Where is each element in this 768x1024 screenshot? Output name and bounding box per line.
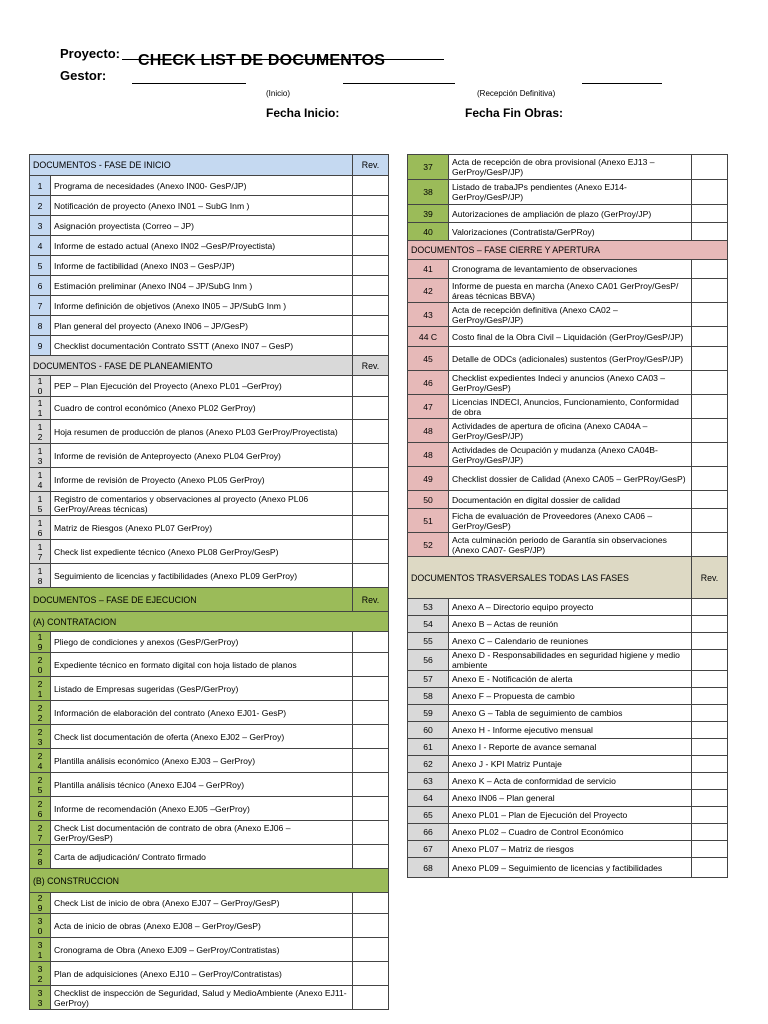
section-header-row (408, 557, 728, 599)
item-description: Check list expediente técnico (Anexo PL08 GerProy/GesP) (51, 540, 353, 564)
rev-check-cell[interactable] (353, 938, 389, 962)
item-number: 51 (408, 509, 449, 533)
item-description: Anexo D - Responsabilidades en seguridad higiene y medio ambiente (449, 650, 692, 671)
checklist-row (30, 516, 389, 540)
item-description: Estimación preliminar (Anexo IN04 – JP/SubG Inm ) (51, 276, 353, 296)
rev-check-cell[interactable] (692, 491, 728, 509)
rev-check-cell[interactable] (353, 196, 389, 216)
item-description: Anexo J - KPI Matriz Puntaje (449, 756, 692, 773)
rev-check-cell[interactable] (353, 962, 389, 986)
item-description: PEP – Plan Ejecución del Proyecto (Anexo PL01 –GerProy) (51, 376, 353, 397)
checklist-row (30, 397, 389, 420)
item-description: Anexo PL01 – Plan de Ejecución del Proyecto (449, 807, 692, 824)
checklist-row (408, 327, 728, 347)
item-description: Anexo F – Propuesta de cambio (449, 688, 692, 705)
subsection-header-row (30, 612, 389, 632)
item-number: 56 (408, 650, 449, 671)
item-description: Anexo PL09 – Seguimiento de licencias y factibilidades (449, 858, 692, 878)
inicio-note: (Inicio) (266, 89, 291, 98)
rev-check-cell[interactable] (353, 296, 389, 316)
subsection-title: (B) CONSTRUCCION (30, 869, 389, 893)
rev-check-cell[interactable] (692, 303, 728, 327)
checklist-row (30, 492, 389, 516)
checklist-row (408, 509, 728, 533)
checklist-row (30, 196, 389, 216)
gestor-label: Gestor: (60, 68, 107, 83)
checklist-row (30, 376, 389, 397)
checklist-row (408, 260, 728, 279)
rev-check-cell[interactable] (353, 893, 389, 914)
rev-check-cell[interactable] (353, 336, 389, 356)
item-description: Informe de estado actual (Anexo IN02 –GesP/Proyectista) (51, 236, 353, 256)
checklist-row (30, 336, 389, 356)
item-description: Registro de comentarios y observaciones al proyecto (Anexo PL06 GerProy/Areas técnicas) (51, 492, 353, 516)
item-number: 44 C (408, 327, 449, 347)
checklist-row (30, 420, 389, 444)
checklist-row (408, 599, 728, 616)
checklist-row (30, 653, 389, 677)
checklist-row (408, 443, 728, 467)
item-description: Seguimiento de licencias y factibilidades (Anexo PL09 GerProy) (51, 564, 353, 588)
checklist-row (408, 688, 728, 705)
item-description: Anexo K – Acta de conformidad de servicio (449, 773, 692, 790)
section-header-row (30, 155, 389, 176)
item-description: Checklist de inspección de Seguridad, Salud y MedioAmbiente (Anexo EJ11- GerProy) (51, 986, 353, 1010)
item-number: 37 (408, 155, 449, 180)
rev-check-cell[interactable] (692, 533, 728, 557)
section-title: DOCUMENTOS – FASE DE EJECUCION (30, 588, 353, 612)
checklist-row (408, 467, 728, 491)
item-number: 2 6 (30, 797, 51, 821)
item-description: Costo final de la Obra Civil – Liquidación (GerProy/GesP/JP) (449, 327, 692, 347)
checklist-table-right (407, 154, 728, 878)
item-description: Acta de recepción de obra provisional (Anexo EJ13 – GerProy/GesP/JP) (449, 155, 692, 180)
item-number: 48 (408, 419, 449, 443)
rev-check-cell[interactable] (353, 176, 389, 196)
item-number: 40 (408, 223, 449, 241)
rev-check-cell[interactable] (692, 327, 728, 347)
rev-check-cell[interactable] (692, 279, 728, 303)
checklist-row (30, 725, 389, 749)
item-number: 2 1 (30, 677, 51, 701)
item-number: 58 (408, 688, 449, 705)
item-number: 8 (30, 316, 51, 336)
rev-check-cell[interactable] (353, 986, 389, 1010)
rev-check-cell[interactable] (692, 790, 728, 807)
item-number: 41 (408, 260, 449, 279)
rev-check-cell[interactable] (692, 756, 728, 773)
checklist-row (30, 938, 389, 962)
item-number: 53 (408, 599, 449, 616)
checklist-row (408, 491, 728, 509)
subsection-title: (A) CONTRATACION (30, 612, 389, 632)
item-number: 42 (408, 279, 449, 303)
item-description: Documentación en digital dossier de calidad (449, 491, 692, 509)
item-description: Acta culminación periodo de Garantía sin observaciones (Anexo CA07- GesP/JP) (449, 533, 692, 557)
item-description: Listado de trabaJPs pendientes (Anexo EJ14- GerProy/GesP/JP) (449, 180, 692, 205)
rev-check-cell[interactable] (692, 841, 728, 858)
checklist-row (408, 722, 728, 739)
item-number: 45 (408, 347, 449, 371)
item-number: 60 (408, 722, 449, 739)
checklist-row (30, 701, 389, 725)
item-number: 1 6 (30, 516, 51, 540)
rev-check-cell[interactable] (353, 492, 389, 516)
rev-check-cell[interactable] (353, 216, 389, 236)
checklist-row (408, 419, 728, 443)
item-number: 2 (30, 196, 51, 216)
fecha-fin-label: Fecha Fin Obras: (465, 106, 564, 120)
item-number: 2 7 (30, 821, 51, 845)
item-number: 63 (408, 773, 449, 790)
rev-check-cell[interactable] (692, 773, 728, 790)
item-description: Checklist expedientes Indeci y anuncios (Anexo CA03 – GerProy/GesP) (449, 371, 692, 395)
checklist-row (408, 205, 728, 223)
checklist-row (408, 807, 728, 824)
item-number: 43 (408, 303, 449, 327)
rev-check-cell[interactable] (353, 749, 389, 773)
item-description: Información de elaboración del contrato (Anexo EJ01- GesP) (51, 701, 353, 725)
item-description: Anexo G – Tabla de seguimiento de cambios (449, 705, 692, 722)
item-number: 5 (30, 256, 51, 276)
rev-check-cell[interactable] (353, 236, 389, 256)
item-number: 1 7 (30, 540, 51, 564)
item-description: Pliego de condiciones y anexos (GesP/GerProy) (51, 632, 353, 653)
checklist-row (30, 986, 389, 1010)
item-description: Notificación de proyecto (Anexo IN01 – SubG Inm ) (51, 196, 353, 216)
rev-check-cell[interactable] (353, 420, 389, 444)
checklist-row (408, 756, 728, 773)
item-description: Check List de inicio de obra (Anexo EJ07 – GerProy/GesP) (51, 893, 353, 914)
item-description: Cuadro de control económico (Anexo PL02 GerProy) (51, 397, 353, 420)
rev-check-cell[interactable] (353, 276, 389, 296)
item-number: 47 (408, 395, 449, 419)
item-number: 3 (30, 216, 51, 236)
checklist-row (408, 841, 728, 858)
rev-check-cell[interactable] (692, 633, 728, 650)
rev-check-cell[interactable] (353, 797, 389, 821)
rev-check-cell[interactable] (692, 223, 728, 241)
checklist-row (30, 216, 389, 236)
item-number: 9 (30, 336, 51, 356)
gestor-field-line[interactable] (132, 83, 246, 84)
rev-column-header: Rev. (692, 557, 728, 599)
item-description: Licencias INDECI, Anuncios, Funcionamiento, Conformidad de obra (449, 395, 692, 419)
item-number: 55 (408, 633, 449, 650)
rev-check-cell[interactable] (353, 564, 389, 588)
checklist-row (30, 176, 389, 196)
checklist-row (408, 824, 728, 841)
item-number: 1 (30, 176, 51, 196)
item-number: 57 (408, 671, 449, 688)
item-number: 52 (408, 533, 449, 557)
checklist-row (30, 962, 389, 986)
item-description: Listado de Empresas sugeridas (GesP/GerProy) (51, 677, 353, 701)
item-number: 66 (408, 824, 449, 841)
section-header-row (408, 241, 728, 260)
item-number: 64 (408, 790, 449, 807)
item-number: 2 5 (30, 773, 51, 797)
item-number: 1 0 (30, 376, 51, 397)
item-description: Ficha de evaluación de Proveedores (Anexo CA06 – GerProy/GesP) (449, 509, 692, 533)
rev-check-cell[interactable] (353, 468, 389, 492)
item-description: Informe de factibilidad (Anexo IN03 – GesP/JP) (51, 256, 353, 276)
item-number: 61 (408, 739, 449, 756)
rev-check-cell[interactable] (692, 688, 728, 705)
item-description: Informe de revisión de Anteproyecto (Anexo PL04 GerProy) (51, 444, 353, 468)
rev-check-cell[interactable] (692, 824, 728, 841)
item-number: 2 3 (30, 725, 51, 749)
item-description: Anexo E - Notificación de alerta (449, 671, 692, 688)
checklist-row (30, 797, 389, 821)
rev-check-cell[interactable] (692, 739, 728, 756)
item-number: 1 9 (30, 632, 51, 653)
item-description: Acta de recepción definitiva (Anexo CA02 – GerProy/GesP/JP) (449, 303, 692, 327)
item-description: Anexo PL07 – Matriz de riesgos (449, 841, 692, 858)
section-title: DOCUMENTOS - FASE DE INICIO (30, 155, 353, 176)
checklist-row (408, 223, 728, 241)
rev-check-cell[interactable] (353, 677, 389, 701)
item-number: 68 (408, 858, 449, 878)
item-description: Plantilla análisis técnico (Anexo EJ04 – GerPRoy) (51, 773, 353, 797)
item-description: Checklist dossier de Calidad (Anexo CA05 – GerPRoy/GesP) (449, 467, 692, 491)
item-description: Autorizaciones de ampliación de plazo (GerProy/JP) (449, 205, 692, 223)
rev-check-cell[interactable] (692, 395, 728, 419)
rev-check-cell[interactable] (353, 653, 389, 677)
item-description: Carta de adjudicación/ Contrato firmado (51, 845, 353, 869)
item-description: Plan general del proyecto (Anexo IN06 – JP/GesP) (51, 316, 353, 336)
item-number: 1 3 (30, 444, 51, 468)
checklist-row (30, 821, 389, 845)
document-title: CHECK LIST DE DOCUMENTOS (138, 52, 386, 69)
rev-check-cell[interactable] (692, 347, 728, 371)
checklist-row (408, 155, 728, 180)
item-number: 48 (408, 443, 449, 467)
item-number: 2 8 (30, 845, 51, 869)
item-number: 1 8 (30, 564, 51, 588)
item-description: Check List documentación de contrato de obra (Anexo EJ06 – GerProy/GesP) (51, 821, 353, 845)
item-number: 1 4 (30, 468, 51, 492)
rev-check-cell[interactable] (353, 701, 389, 725)
checklist-row (408, 347, 728, 371)
item-description: Detalle de ODCs (adicionales) sustentos (GerProy/GesP/JP) (449, 347, 692, 371)
item-description: Anexo A – Directorio equipo proyecto (449, 599, 692, 616)
rev-check-cell[interactable] (353, 540, 389, 564)
item-description: Expediente técnico en formato digital con hoja listado de planos (51, 653, 353, 677)
item-description: Anexo I - Reporte de avance semanal (449, 739, 692, 756)
section-title: DOCUMENTOS TRASVERSALES TODAS LAS FASES (408, 557, 692, 599)
item-description: Hoja resumen de producción de planos (Anexo PL03 GerProy/Proyectista) (51, 420, 353, 444)
rev-check-cell[interactable] (353, 632, 389, 653)
checklist-row (408, 633, 728, 650)
checklist-row (30, 236, 389, 256)
section-header-row (30, 588, 389, 612)
item-number: 54 (408, 616, 449, 633)
item-number: 62 (408, 756, 449, 773)
item-number: 3 3 (30, 986, 51, 1010)
checklist-row (30, 564, 389, 588)
checklist-row (30, 316, 389, 336)
item-description: Anexo PL02 – Cuadro de Control Económico (449, 824, 692, 841)
rev-check-cell[interactable] (692, 671, 728, 688)
checklist-row (408, 858, 728, 878)
item-description: Plan de adquisiciones (Anexo EJ10 – GerProy/Contratistas) (51, 962, 353, 986)
rev-column-header: Rev. (353, 356, 389, 376)
item-number: 39 (408, 205, 449, 223)
checklist-row (408, 650, 728, 671)
rev-check-cell[interactable] (692, 371, 728, 395)
item-description: Valorizaciones (Contratista/GerPRoy) (449, 223, 692, 241)
rev-check-cell[interactable] (353, 376, 389, 397)
checklist-row (408, 790, 728, 807)
rev-check-cell[interactable] (692, 443, 728, 467)
rev-check-cell[interactable] (692, 467, 728, 491)
checklist-row (30, 914, 389, 938)
rev-check-cell[interactable] (692, 205, 728, 223)
checklist-row (408, 705, 728, 722)
item-number: 65 (408, 807, 449, 824)
checklist-row (408, 671, 728, 688)
item-description: Anexo C – Calendario de reuniones (449, 633, 692, 650)
checklist-row (30, 773, 389, 797)
item-number: 59 (408, 705, 449, 722)
rev-check-cell[interactable] (353, 397, 389, 420)
checklist-row (408, 395, 728, 419)
rev-check-cell[interactable] (692, 509, 728, 533)
checklist-table-left (29, 154, 389, 1010)
item-number: 49 (408, 467, 449, 491)
item-description: Informe de revisión de Proyecto (Anexo PL05 GerProy) (51, 468, 353, 492)
checklist-row (30, 276, 389, 296)
fecha-inicio-field-line[interactable] (343, 83, 455, 84)
subsection-header-row (30, 869, 389, 893)
rev-check-cell[interactable] (692, 616, 728, 633)
item-number: 3 2 (30, 962, 51, 986)
rev-check-cell[interactable] (692, 858, 728, 878)
rev-check-cell[interactable] (692, 599, 728, 616)
rev-check-cell[interactable] (353, 821, 389, 845)
rev-check-cell[interactable] (353, 516, 389, 540)
section-title: DOCUMENTOS – FASE CIERRE Y APERTURA (408, 241, 728, 260)
fecha-fin-field-line[interactable] (582, 83, 662, 84)
item-number: 3 0 (30, 914, 51, 938)
checklist-row (408, 533, 728, 557)
rev-check-cell[interactable] (353, 444, 389, 468)
recepcion-note: (Recepción Definitiva) (477, 89, 556, 98)
item-number: 4 (30, 236, 51, 256)
item-description: Anexo H - Informe ejecutivo mensual (449, 722, 692, 739)
item-description: Anexo IN06 – Plan general (449, 790, 692, 807)
item-description: Actividades de Ocupación y mudanza (Anexo CA04B- GerProy/GesP/JP) (449, 443, 692, 467)
item-description: Checklist documentación Contrato SSTT (Anexo IN07 – GesP) (51, 336, 353, 356)
rev-check-cell[interactable] (692, 180, 728, 205)
rev-check-cell[interactable] (353, 725, 389, 749)
rev-check-cell[interactable] (353, 256, 389, 276)
item-number: 2 0 (30, 653, 51, 677)
rev-check-cell[interactable] (353, 845, 389, 869)
item-number: 1 2 (30, 420, 51, 444)
checklist-row (408, 739, 728, 756)
item-description: Plantilla análisis económico (Anexo EJ03 – GerProy) (51, 749, 353, 773)
item-description: Matriz de Riesgos (Anexo PL07 GerProy) (51, 516, 353, 540)
checklist-row (30, 444, 389, 468)
item-number: 2 4 (30, 749, 51, 773)
checklist-row (30, 749, 389, 773)
item-description: Acta de inicio de obras (Anexo EJ08 – GerProy/GesP) (51, 914, 353, 938)
item-number: 67 (408, 841, 449, 858)
item-number: 1 5 (30, 492, 51, 516)
item-description: Actividades de apertura de oficina (Anexo CA04A – GerProy/GesP/JP) (449, 419, 692, 443)
rev-column-header: Rev. (353, 155, 389, 176)
checklist-row (30, 845, 389, 869)
item-description: Cronograma de levantamiento de observaciones (449, 260, 692, 279)
item-number: 2 2 (30, 701, 51, 725)
item-description: Programa de necesidades (Anexo IN00- GesP/JP) (51, 176, 353, 196)
checklist-row (408, 279, 728, 303)
item-number: 7 (30, 296, 51, 316)
rev-check-cell[interactable] (692, 260, 728, 279)
item-description: Informe definición de objetivos (Anexo IN05 – JP/SubG Inm ) (51, 296, 353, 316)
item-description: Cronograma de Obra (Anexo EJ09 – GerProy/Contratistas) (51, 938, 353, 962)
rev-column-header: Rev. (353, 588, 389, 612)
checklist-row (408, 371, 728, 395)
item-number: 46 (408, 371, 449, 395)
checklist-row (30, 468, 389, 492)
rev-check-cell[interactable] (353, 316, 389, 336)
checklist-row (30, 296, 389, 316)
rev-check-cell[interactable] (692, 155, 728, 180)
item-description: Check list documentación de oferta (Anexo EJ02 – GerProy) (51, 725, 353, 749)
fecha-inicio-label: Fecha Inicio: (266, 106, 340, 120)
rev-check-cell[interactable] (692, 705, 728, 722)
checklist-row (408, 303, 728, 327)
item-number: 50 (408, 491, 449, 509)
rev-check-cell[interactable] (353, 773, 389, 797)
item-description: Anexo B – Actas de reunión (449, 616, 692, 633)
checklist-row (30, 632, 389, 653)
checklist-row (30, 893, 389, 914)
section-header-row (30, 356, 389, 376)
rev-check-cell[interactable] (692, 419, 728, 443)
item-number: 38 (408, 180, 449, 205)
proyecto-label: Proyecto: (60, 46, 120, 61)
checklist-row (30, 256, 389, 276)
item-number: 2 9 (30, 893, 51, 914)
checklist-row (408, 180, 728, 205)
rev-check-cell[interactable] (692, 650, 728, 671)
rev-check-cell[interactable] (353, 914, 389, 938)
item-number: 1 1 (30, 397, 51, 420)
item-number: 3 1 (30, 938, 51, 962)
section-title: DOCUMENTOS - FASE DE PLANEAMIENTO (30, 356, 353, 376)
checklist-row (408, 616, 728, 633)
checklist-row (30, 677, 389, 701)
item-number: 6 (30, 276, 51, 296)
item-description: Informe de puesta en marcha (Anexo CA01 GerProy/GesP/áreas técnicas BBVA) (449, 279, 692, 303)
rev-check-cell[interactable] (692, 722, 728, 739)
checklist-row (408, 773, 728, 790)
checklist-row (30, 540, 389, 564)
rev-check-cell[interactable] (692, 807, 728, 824)
item-description: Informe de recomendación (Anexo EJ05 –GerProy) (51, 797, 353, 821)
item-description: Asignación proyectista (Correo – JP) (51, 216, 353, 236)
